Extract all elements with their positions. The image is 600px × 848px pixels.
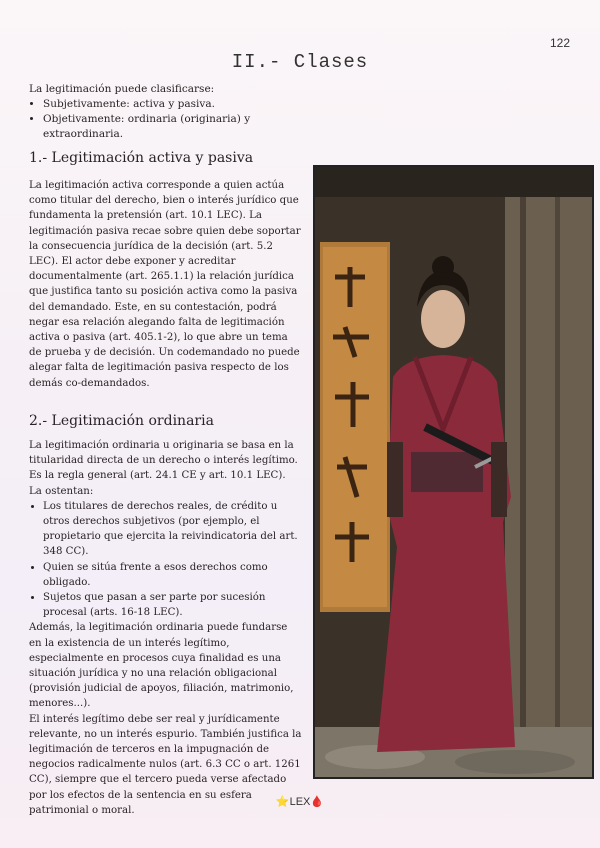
paragraph: La legitimación ordinaria u originaria se basa en la titularidad directa de un derecho o interés legítimo. Es la regla general (art. 24.1 CE y art. 10.1 LEC).	[29, 440, 298, 482]
paragraph: La ostentan:	[29, 485, 94, 497]
intro-lead: La legitimación puede clasificarse:	[29, 83, 215, 95]
page-title: II.- Clases	[231, 51, 369, 73]
page-number: 122	[549, 36, 570, 50]
section1-body	[29, 178, 302, 391]
list-item: • Quien se sitúa frente a esos derechos como obligado.	[43, 560, 302, 590]
list-item: • Los titulares de derechos reales, de crédito u otros derechos subjetivos (por ejemplo, el propietario que ejercita la reivindicatoria del art. 348 CC).	[43, 499, 302, 560]
list-item: • Objetivamente: ordinaria (originaria) y extraordinaria.	[43, 112, 329, 142]
intro-block	[29, 82, 329, 142]
illustration-photo	[313, 165, 594, 779]
holders-list	[29, 499, 302, 621]
paragraph: La legitimación activa corresponde a quien actúa como titular del derecho, bien o interés jurídico que fundamenta la pretensión (art. 10.1 LEC). La legitimación pasiva recae sobre quien debe soportar la consecuencia jurídica de la decisión (art. 5.2 LEC). El actor debe exponer y acreditar documentalmente (art. 265.1.1) la relación jurídica que justifica tanto su posición activa como la pasiva del demandado. Este, en su contestación, podrá negar esa relación alegando falta de legitimación activa o pasiva (art. 405.1-2), lo que abre un tema de prueba y de decisión. Un codemandado no puede alegar falta de legitimación pasiva respecto de los demás co-demandados.	[29, 180, 301, 389]
paragraph: Además, la legitimación ordinaria puede fundarse en la existencia de un interés legítimo, especialmente en procesos cuya finalidad es una situación jurídica y no una relación obligacional (provisión judicial de apoyos, filiación, matrimonio, menores...).	[29, 622, 294, 710]
footer-text: LEX	[289, 796, 311, 808]
section-heading-active-passive: 1.- Legitimación activa y pasiva	[29, 150, 254, 166]
photo-illustration	[315, 167, 592, 777]
list-item: • Subjetivamente: activa y pasiva.	[43, 97, 329, 112]
paragraph: El interés legítimo debe ser real y jurídicamente relevante, no un interés espurio. También justifica la legitimación de terceros en la impugnación de negocios radicalmente nulos (art. 6.3 CC o art. 1261 CC), siempre que el tercero pueda verse afectado por los efectos de la sentencia en su esfera patrimonial o moral.	[29, 713, 302, 816]
section-heading-ordinaria: 2.- Legitimación ordinaria	[29, 413, 214, 429]
blood-drop-icon: 🩸	[310, 796, 325, 808]
footer	[0, 795, 600, 808]
list-item: • Sujetos que pasan a ser parte por sucesión procesal (arts. 16-18 LEC).	[43, 590, 302, 620]
star-icon: ⭐	[275, 796, 290, 808]
intro-list	[29, 97, 329, 142]
section2-body	[29, 438, 302, 818]
